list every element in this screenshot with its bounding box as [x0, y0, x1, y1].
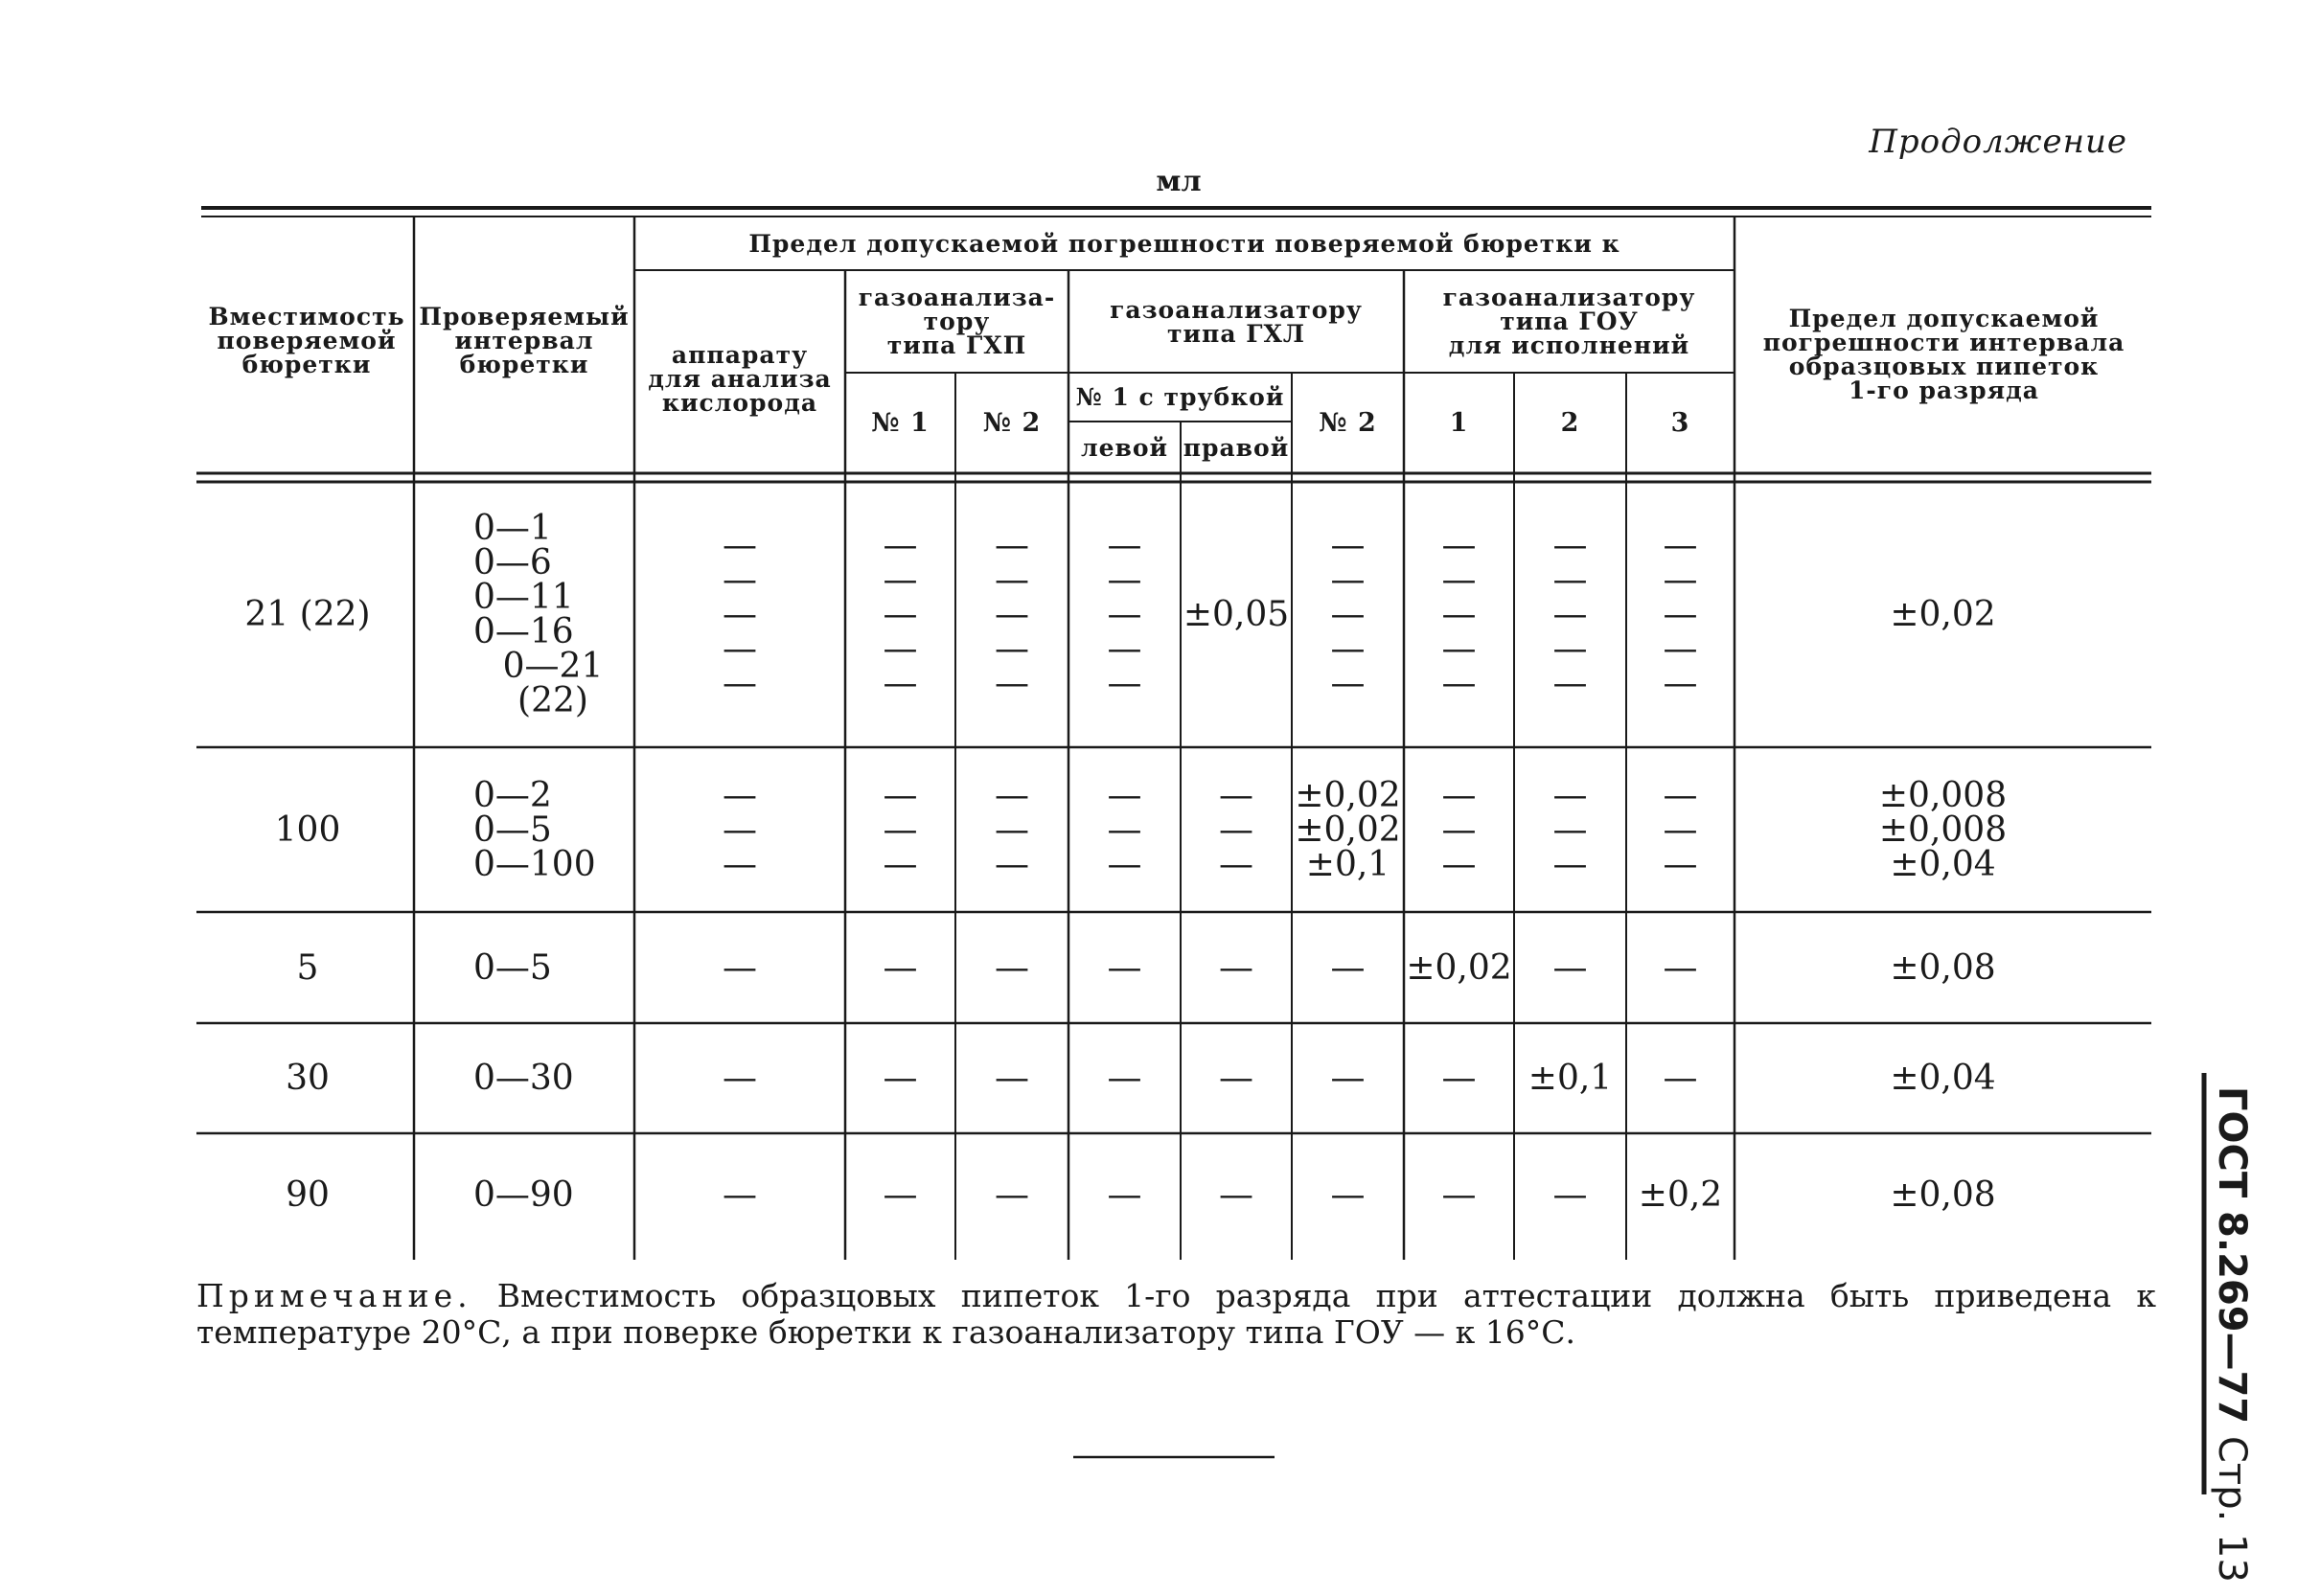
cell-value: —: [1663, 526, 1698, 565]
cell-value: —: [1552, 629, 1588, 669]
header-ghl-1-tube: № 1 с трубкой: [1075, 383, 1285, 411]
cell-ghp-1: [847, 485, 953, 745]
cell-ghp-1: [847, 1136, 953, 1255]
header-ghp: газоанализа- тору типа ГХП: [858, 284, 1056, 359]
header-gou-1: 1: [1449, 407, 1469, 438]
interval-value: 0—90: [473, 1175, 574, 1215]
cell-pipette: [1736, 915, 2149, 1021]
cell-value: —: [723, 560, 757, 600]
cell-ghl-left: [1070, 1136, 1179, 1255]
cell-ghp-1: [847, 915, 953, 1021]
cell-gou-1: [1406, 1136, 1512, 1255]
cell-value: —: [1552, 1175, 1588, 1215]
cell-value: ±0,1: [1528, 1059, 1613, 1098]
cell-value: —: [723, 1059, 757, 1098]
cell-capacity: 21 (22): [244, 595, 371, 634]
cell-value: —: [883, 844, 918, 884]
cell-value: —: [723, 664, 757, 703]
cell-value: —: [883, 560, 918, 600]
header-interval: Проверяемый интервал бюретки: [419, 302, 630, 378]
cell-value: —: [1330, 526, 1366, 565]
cell-oxygen: [636, 915, 843, 1021]
cell-value: —: [1552, 560, 1588, 600]
cell-value: —: [1552, 526, 1588, 565]
cell-value: ±0,04: [1890, 1059, 1996, 1098]
cell-gou-3: [1628, 485, 1733, 745]
cell-value: —: [995, 775, 1029, 815]
cell-value: —: [883, 809, 918, 850]
cell-value: —: [1441, 1175, 1477, 1215]
cell-value: —: [1330, 595, 1366, 634]
cell-value: —: [1441, 809, 1477, 850]
cell-value: —: [1663, 629, 1698, 669]
cell-value: —: [995, 664, 1029, 703]
cell-ghl-right: [1183, 915, 1290, 1021]
cell-value: —: [995, 560, 1029, 600]
cell-value: —: [1330, 560, 1366, 600]
cell-value: —: [723, 947, 757, 988]
cell-value: —: [1219, 1059, 1253, 1098]
cell-value: —: [883, 664, 918, 703]
cell-oxygen: [636, 1136, 843, 1255]
cell-value: —: [1663, 947, 1698, 988]
cell-gou-3: [1628, 750, 1733, 910]
cell-value: —: [883, 1059, 918, 1098]
cell-ghp-1: [847, 750, 953, 910]
cell-ghp-2: [957, 1136, 1067, 1255]
unit-label: мл: [1156, 165, 1202, 198]
header-gou: газоанализатору типа ГОУ для исполнений: [1442, 284, 1696, 359]
cell-value: —: [723, 1175, 757, 1215]
cell-value: —: [1107, 809, 1142, 850]
cell-ghp-2: [957, 750, 1067, 910]
header-ghp-1: № 1: [871, 407, 930, 438]
cell-gou-1: [1406, 1026, 1512, 1131]
cell-gou-3: [1628, 1026, 1733, 1131]
cell-value: —: [1107, 1059, 1142, 1098]
cell-pipette: [1736, 485, 2149, 745]
cell-value: —: [1219, 1175, 1253, 1215]
cell-gou-2: [1516, 1026, 1624, 1131]
cell-value: —: [1330, 947, 1366, 988]
cell-value: —: [723, 844, 757, 884]
cell-value: ±0,02: [1890, 595, 1996, 634]
cell-value: —: [723, 526, 757, 565]
cell-capacity: 100: [274, 809, 341, 850]
cell-value: —: [1330, 1175, 1366, 1215]
cell-value: —: [1552, 595, 1588, 634]
cell-gou-3: [1628, 1136, 1733, 1255]
cell-value: —: [1552, 664, 1588, 703]
note-label: Примечание.: [196, 1277, 472, 1314]
cell-value: —: [1219, 775, 1253, 815]
cell-value: —: [1441, 844, 1477, 884]
interval-value: 0—6: [473, 543, 552, 582]
cell-intervals: [416, 485, 632, 745]
cell-value: ±0,1: [1305, 844, 1390, 884]
interval-value: 0—21 (22): [502, 647, 604, 720]
interval-value: 0—30: [473, 1059, 574, 1098]
cell-gou-2: [1516, 485, 1624, 745]
header-capacity: Вместимость поверяемой бюретки: [208, 302, 405, 378]
header-gou-2: 2: [1560, 407, 1580, 438]
cell-value: —: [1663, 809, 1698, 850]
cell-ghl-right: [1183, 1136, 1290, 1255]
cell-ghl-left: [1070, 485, 1179, 745]
header-group: Предел допускаемой погрешности поверяемой бюретки к: [748, 229, 1620, 258]
cell-value: —: [1107, 560, 1142, 600]
cell-value: —: [1441, 560, 1477, 600]
header-ghl: газоанализатору типа ГХЛ: [1110, 295, 1363, 348]
cell-value: —: [1663, 560, 1698, 600]
side-label-page: Стр. 13: [2210, 1424, 2254, 1583]
interval-value: 0—5: [473, 947, 552, 988]
cell-value: ±0,02: [1295, 775, 1401, 815]
cell-value: —: [1107, 526, 1142, 565]
continuation-label: Продолжение: [1869, 123, 2127, 161]
cell-value: —: [1330, 629, 1366, 669]
cell-value: —: [995, 844, 1029, 884]
cell-value: —: [723, 775, 757, 815]
cell-gou-1: [1406, 485, 1512, 745]
header-ghl-left: левой: [1080, 433, 1169, 462]
cell-value: —: [1107, 595, 1142, 634]
interval-value: 0—5: [473, 809, 552, 850]
cell-value: —: [1441, 629, 1477, 669]
cell-value: —: [1107, 664, 1142, 703]
cell-intervals: [416, 915, 632, 1021]
cell-value: —: [1663, 844, 1698, 884]
cell-value: ±0,05: [1183, 595, 1290, 634]
cell-value: —: [1330, 664, 1366, 703]
cell-value: —: [1441, 595, 1477, 634]
cell-value: —: [1107, 844, 1142, 884]
cell-ghl-right: [1183, 750, 1290, 910]
cell-value: —: [1663, 595, 1698, 634]
cell-value: ±0,2: [1638, 1175, 1723, 1215]
cell-value: ±0,008: [1878, 775, 2008, 815]
interval-value: 0—100: [473, 844, 596, 884]
note-text: Вместимость образцовых пипеток 1-го разряда при аттестации должна быть приведена к температуре 20°С, а при поверке бюретки к газоанализатору типа ГОУ — к 16°С.: [196, 1277, 2156, 1351]
cell-value: —: [1330, 1059, 1366, 1098]
cell-value: —: [1219, 809, 1253, 850]
cell-ghp-2: [957, 485, 1067, 745]
cell-value: —: [1552, 809, 1588, 850]
cell-value: —: [1441, 664, 1477, 703]
cell-value: —: [1441, 526, 1477, 565]
cell-value: —: [1219, 844, 1253, 884]
cell-ghl-2: [1294, 915, 1402, 1021]
cell-value: —: [1107, 947, 1142, 988]
cell-value: ±0,02: [1406, 947, 1512, 988]
cell-oxygen: [636, 1026, 843, 1131]
cell-value: ±0,08: [1890, 1175, 1996, 1215]
cell-ghl-right: [1183, 485, 1290, 745]
header-ghl-right: правой: [1183, 433, 1290, 462]
cell-value: —: [1552, 775, 1588, 815]
cell-ghl-2: [1294, 485, 1402, 745]
cell-value: ±0,04: [1890, 844, 1996, 884]
cell-gou-1: [1406, 750, 1512, 910]
cell-value: —: [1107, 629, 1142, 669]
cell-value: —: [995, 1059, 1029, 1098]
interval-value: 0—11: [473, 578, 574, 617]
cell-value: —: [995, 629, 1029, 669]
side-label: [2210, 1086, 2254, 1583]
cell-value: —: [995, 595, 1029, 634]
interval-value: 0—2: [473, 775, 552, 815]
cell-ghl-2: [1294, 1026, 1402, 1131]
interval-value: 0—1: [473, 509, 552, 548]
side-rule: [2194, 1073, 2214, 1494]
cell-ghl-right: [1183, 1026, 1290, 1131]
cell-capacity: 30: [286, 1059, 330, 1098]
cell-ghp-2: [957, 1026, 1067, 1131]
cell-value: —: [1663, 664, 1698, 703]
cell-ghl-left: [1070, 915, 1179, 1021]
cell-value: ±0,008: [1878, 809, 2008, 850]
cell-value: —: [883, 526, 918, 565]
cell-value: —: [1663, 775, 1698, 815]
cell-ghl-2: [1294, 1136, 1402, 1255]
cell-value: —: [723, 595, 757, 634]
cell-value: —: [995, 809, 1029, 850]
cell-intervals: [416, 750, 632, 910]
cell-gou-3: [1628, 915, 1733, 1021]
cell-value: —: [723, 629, 757, 669]
cell-value: —: [995, 1175, 1029, 1215]
interval-value: 0—16: [473, 612, 574, 651]
cell-value: —: [995, 947, 1029, 988]
cell-gou-2: [1516, 750, 1624, 910]
cell-intervals: [416, 1026, 632, 1131]
cell-value: —: [1552, 844, 1588, 884]
cell-value: —: [883, 1175, 918, 1215]
cell-value: —: [883, 629, 918, 669]
cell-value: —: [1107, 775, 1142, 815]
cell-value: —: [723, 809, 757, 850]
cell-value: —: [883, 595, 918, 634]
cell-pipette: [1736, 750, 2149, 910]
cell-value: —: [883, 947, 918, 988]
cell-pipette: [1736, 1136, 2149, 1255]
cell-ghp-2: [957, 915, 1067, 1021]
cell-capacity: 90: [286, 1175, 330, 1215]
side-label-standard: ГОСТ 8.269—77: [2210, 1086, 2254, 1425]
cell-ghl-left: [1070, 750, 1179, 910]
cell-value: —: [1441, 1059, 1477, 1098]
cell-ghl-2: [1294, 750, 1402, 910]
cell-value: —: [1663, 1059, 1698, 1098]
cell-oxygen: [636, 750, 843, 910]
cell-capacity: 5: [296, 947, 319, 988]
cell-oxygen: [636, 485, 843, 745]
cell-ghp-1: [847, 1026, 953, 1131]
cell-value: ±0,08: [1890, 947, 1996, 988]
cell-gou-1: [1406, 915, 1512, 1021]
cell-value: —: [1552, 947, 1588, 988]
header-ghl-2: № 2: [1319, 407, 1377, 438]
header-pipette: Предел допускаемой погрешности интервала образцовых пипеток 1-го разряда: [1762, 305, 2125, 404]
cell-gou-2: [1516, 915, 1624, 1021]
cell-value: —: [883, 775, 918, 815]
header-oxygen: аппарату для анализа кислорода: [648, 340, 832, 417]
cell-gou-2: [1516, 1136, 1624, 1255]
cell-intervals: [416, 1136, 632, 1255]
cell-value: —: [995, 526, 1029, 565]
cell-value: ±0,02: [1295, 809, 1401, 850]
cell-pipette: [1736, 1026, 2149, 1131]
header-gou-3: 3: [1670, 407, 1690, 438]
note: [196, 1278, 2156, 1351]
cell-value: —: [1219, 947, 1253, 988]
header-ghp-2: № 2: [982, 407, 1042, 438]
cell-ghl-left: [1070, 1026, 1179, 1131]
cell-value: —: [1107, 1175, 1142, 1215]
cell-value: —: [1441, 775, 1477, 815]
